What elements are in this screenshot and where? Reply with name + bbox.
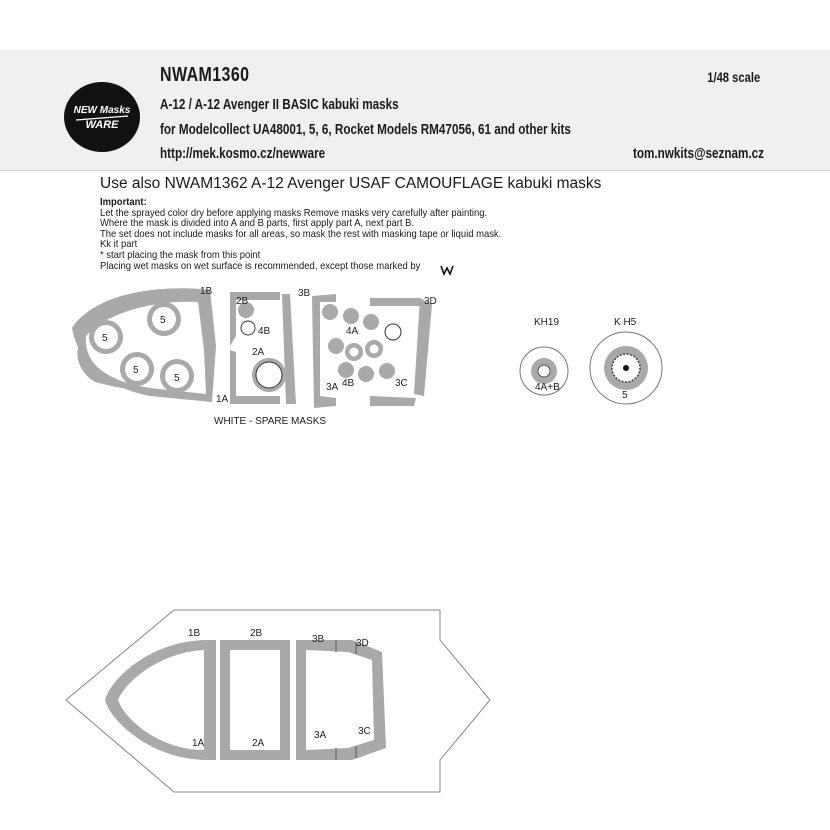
label-3b-bottom: 3B <box>312 634 325 645</box>
important-heading: Important: <box>100 196 147 208</box>
label-1b: 1B <box>200 286 213 297</box>
label-3d: 3D <box>424 296 437 307</box>
label-4b: 4B <box>258 326 271 337</box>
label-5: 5 <box>133 365 139 376</box>
label-2a-bottom: 2A <box>252 738 265 749</box>
note-line: * start placing the mask from this point <box>100 248 261 261</box>
spare-masks-caption: WHITE - SPARE MASKS <box>214 416 327 427</box>
note-line: Where the mask is divided into A and B parts, first apply part A, next part B. <box>100 217 415 230</box>
label-1a-bottom: 1A <box>192 738 205 749</box>
label-5: 5 <box>174 373 180 384</box>
label-2b-bottom: 2B <box>250 628 263 639</box>
kits-line: for Modelcollect UA48001, 5, 6, Rocket Models RM47056, 61 and other kits <box>160 121 571 138</box>
note-line: The set does not include masks for all areas, so mask the rest with masking tape or liquid mask. <box>100 227 502 240</box>
label-4ab: 4A+B <box>535 382 560 393</box>
label-3a-bottom: 3A <box>314 730 327 741</box>
note-line: Kk it part <box>100 238 138 251</box>
label-4b-2: 4B <box>342 378 355 389</box>
label-5: 5 <box>102 333 108 344</box>
label-3b: 3B <box>298 288 311 299</box>
label-5: 5 <box>160 315 166 326</box>
label-2b: 2B <box>236 296 249 307</box>
scale-label: 1/48 scale <box>707 69 760 85</box>
also-use-note: Use also NWAM1362 A-12 Avenger USAF CAMOUFLAGE kabuki masks <box>100 175 602 192</box>
label-3c-bottom: 3C <box>358 726 371 737</box>
product-title: A-12 / A-12 Avenger II BASIC kabuki masks <box>160 96 399 113</box>
logo-line2: WARE <box>85 119 119 131</box>
logo-line1: NEW Masks <box>73 105 131 116</box>
label-3d-bottom: 3D <box>356 638 369 649</box>
label-3c: 3C <box>395 378 408 389</box>
product-code: NWAM1360 <box>160 64 250 86</box>
label-kh5: K H5 <box>614 317 637 328</box>
label-kh19: KH19 <box>534 317 560 328</box>
website-link[interactable]: http://mek.kosmo.cz/newware <box>160 145 326 162</box>
label-2a: 2A <box>252 347 265 358</box>
note-line: Let the sprayed color dry before applying masks Remove masks very carefully after painting. <box>100 206 488 219</box>
label-3a: 3A <box>326 382 339 393</box>
label-1b-bottom: 1B <box>188 628 201 639</box>
email-link[interactable]: tom.nwkits@seznam.cz <box>632 145 764 162</box>
note-line: Placing wet masks on wet surface is recommended, except those marked by <box>100 259 421 272</box>
label-1a: 1A <box>216 394 229 405</box>
label-5-wheel: 5 <box>622 390 628 401</box>
label-4a: 4A <box>346 326 359 337</box>
